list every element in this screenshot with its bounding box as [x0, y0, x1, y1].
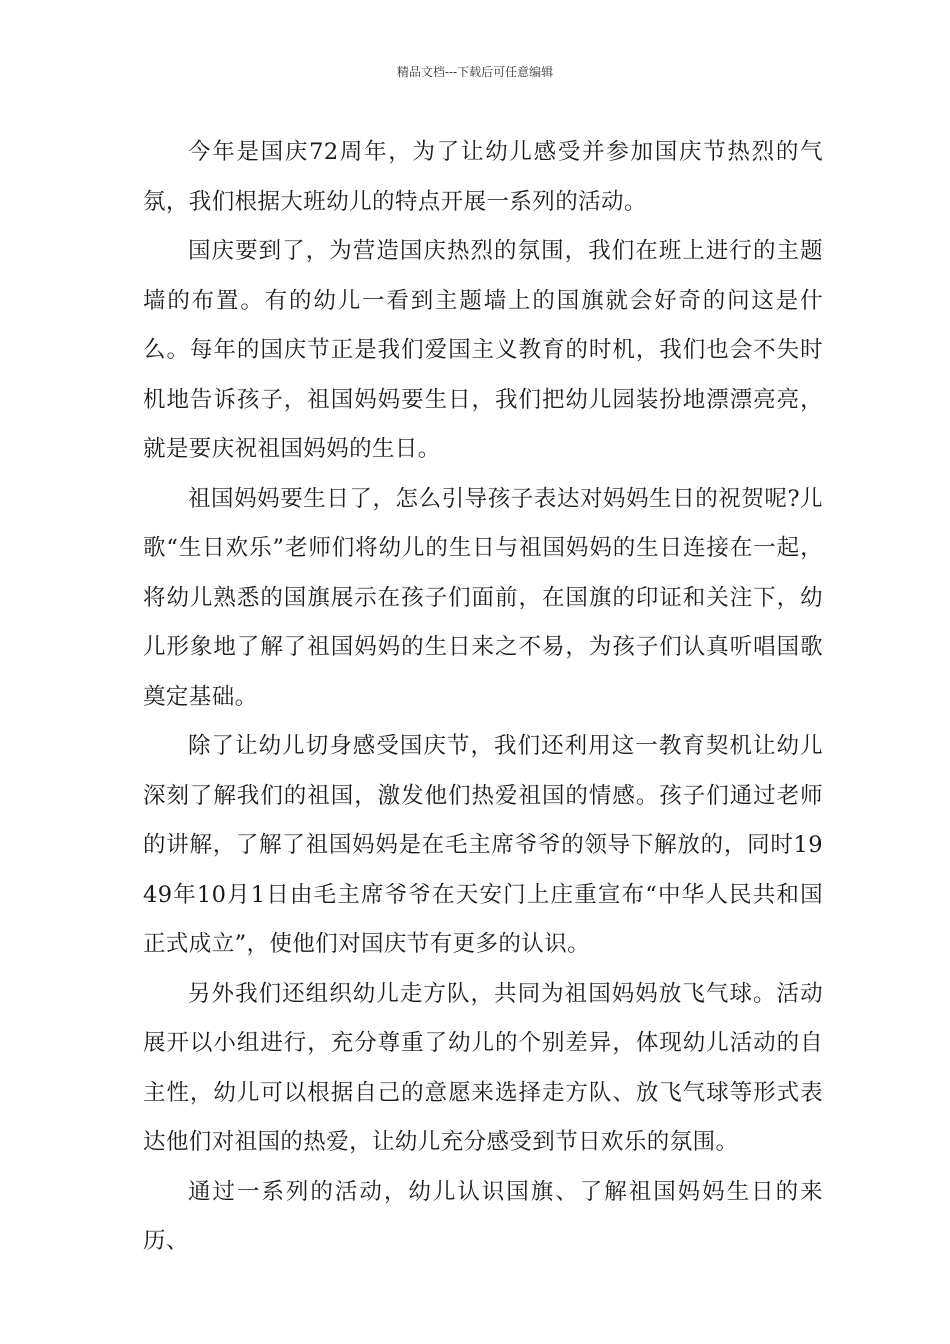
paragraph-4: 除了让幼儿切身感受国庆节，我们还利用这一教育契机让幼儿深刻了解我们的祖国，激发他们热爱祖国的情感。孩子们通过老师的讲解，了解了祖国妈妈是在毛主席爷爷的领导下解放的，同时1949年10月1日由毛主席爷爷在天安门上庄重宣布“中华人民共和国正式成立”，使他们对国庆节有更多的认识。	[143, 733, 823, 957]
paragraph-6: 通过一系列的活动，幼儿认识国旗、了解祖国妈妈生日的来历、	[143, 1178, 823, 1254]
paragraph-3: 祖国妈妈要生日了，怎么引导孩子表达对妈妈生日的祝贺呢?儿歌“生日欢乐”老师们将幼儿的生日与祖国妈妈的生日连接在一起，将幼儿熟悉的国旗展示在孩子们面前，在国旗的印证和关注下，幼儿形象地了解了祖国妈妈的生日来之不易，为孩子们认真听唱国歌奠定基础。	[143, 485, 823, 710]
page-header: 精品文档---下载后可任意编辑	[396, 65, 554, 79]
paragraph-2: 国庆要到了，为营造国庆热烈的氛围，我们在班上进行的主题墙的布置。有的幼儿一看到主题墙上的国旗就会好奇的问这是什么。每年的国庆节正是我们爱国主义教育的时机，我们也会不失时机地告诉孩子，祖国妈妈要生日，我们把幼儿园装扮地漂漂亮亮，就是要庆祝祖国妈妈的生日。	[143, 238, 823, 462]
paragraph-5: 另外我们还组织幼儿走方队，共同为祖国妈妈放飞气球。活动展开以小组进行，充分尊重了幼儿的个别差异，体现幼儿活动的自主性，幼儿可以根据自己的意愿来选择走方队、放飞气球等形式表达他们对祖国的热爱，让幼儿充分感受到节日欢乐的氛围。	[143, 980, 823, 1155]
paragraph-1: 今年是国庆72周年，为了让幼儿感受并参加国庆节热烈的气氛，我们根据大班幼儿的特点开展一系列的活动。	[143, 139, 823, 215]
document-body	[143, 128, 823, 1267]
